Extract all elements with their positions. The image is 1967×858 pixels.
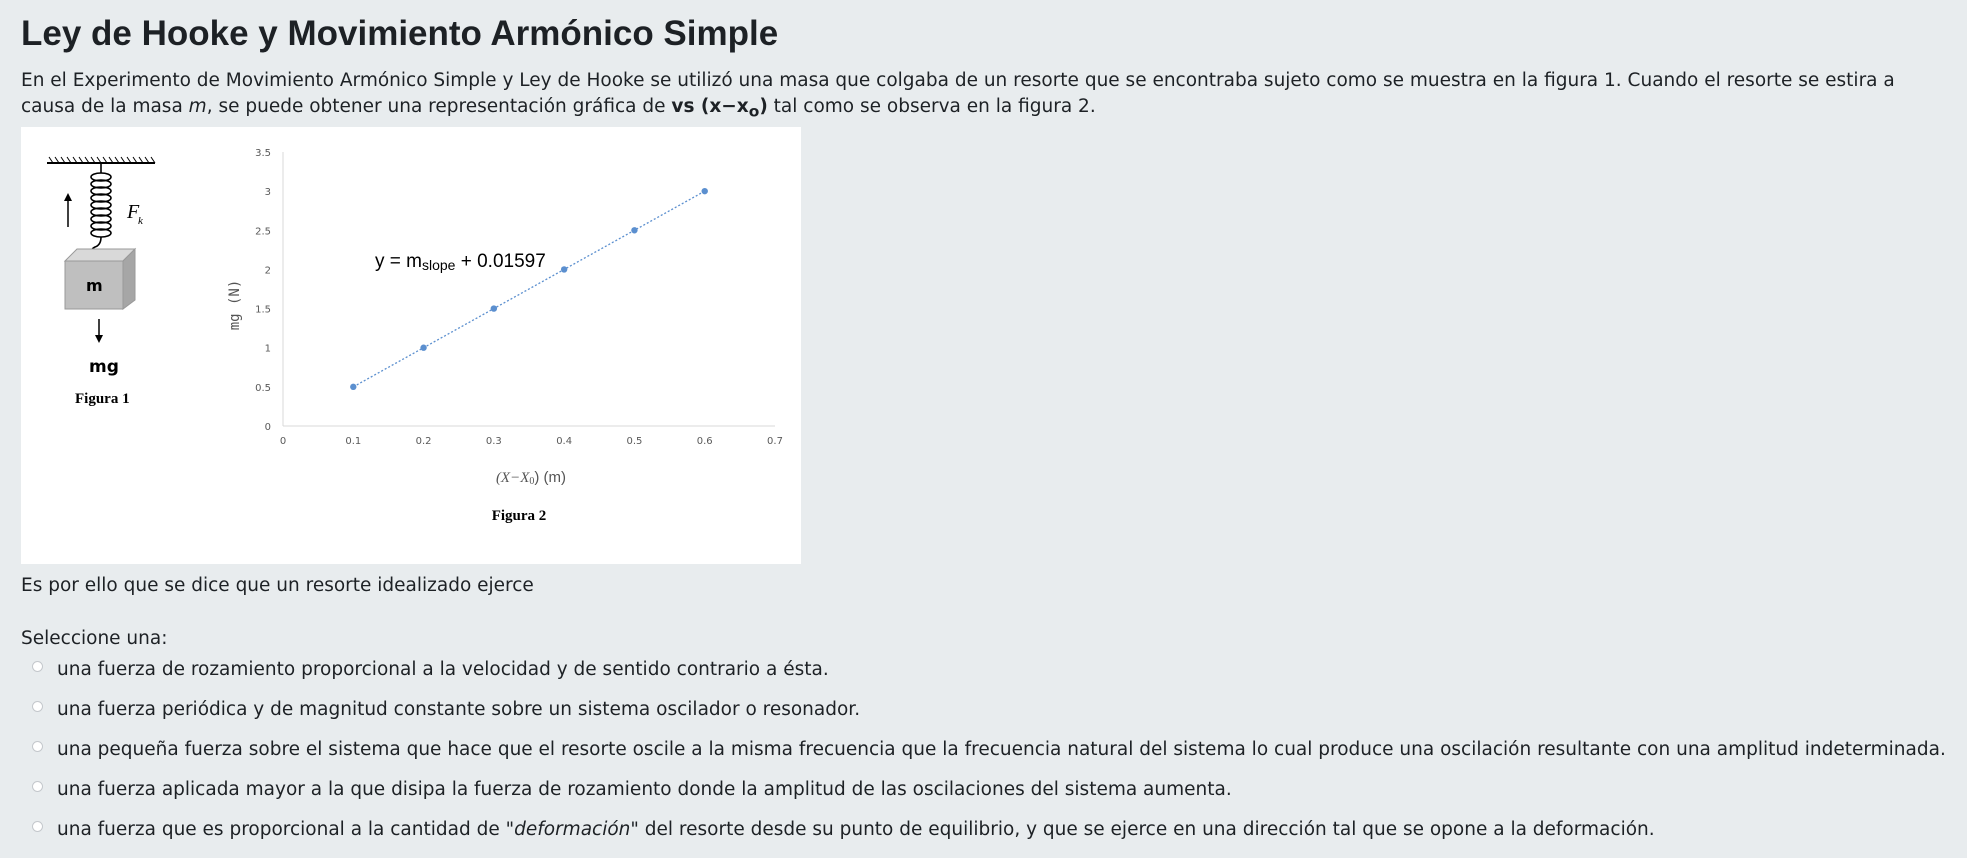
answer-text-b[interactable]: una fuerza periódica y de magnitud constante sobre un sistema oscilador o resonador.: [57, 699, 861, 720]
intro-text-3: tal como se observa en la figura 2.: [767, 96, 1096, 117]
y-tick-label: 2: [264, 265, 271, 277]
y-tick-label: 3.5: [255, 148, 271, 159]
x-tick-label: 0.1: [345, 436, 362, 447]
answer-text-d[interactable]: una fuerza aplicada mayor a la que disipa la fuerza de rozamiento donde la amplitud de las oscilaciones del sistema aumenta.: [57, 779, 1232, 800]
weight-label: mg: [89, 357, 119, 377]
question-intro: [21, 68, 1946, 125]
question-page: [0, 0, 1967, 125]
prompt-text: Es por ello que se dice que un resorte idealizado ejerce: [21, 575, 534, 596]
intro-vs: vs $(x-x_o)$: [671, 96, 768, 121]
data-point: [702, 188, 708, 194]
x-tick-labels: [280, 436, 783, 447]
figure-svg: [21, 127, 801, 564]
data-point: [420, 345, 426, 351]
intro-text-1: En el Experimento de Movimiento Armónico Simple y Ley de Hooke se utilizó una masa que colgaba de un resorte que se encontraba sujeto como se muestra en la figura 1. Cuando el resorte se estira a causa de la masa: [21, 70, 1895, 117]
figure-panel: [21, 127, 801, 564]
radio-button-a[interactable]: [32, 661, 43, 672]
figure2-chart: [227, 148, 783, 524]
radio-button-e[interactable]: [32, 821, 43, 832]
x-tick-label: 0.4: [556, 436, 573, 447]
trend-equation: y = mslope + 0.01597: [375, 251, 546, 273]
x-tick-label: 0: [279, 436, 287, 447]
y-tick-label: 1.5: [255, 304, 271, 316]
intro-sub: o: [748, 102, 760, 121]
intro-text-2: , se puede obtener una representación gráfica de: [206, 96, 672, 117]
intro-close: ): [759, 96, 768, 117]
x-axis-label: (X−X0) (m): [495, 469, 567, 487]
y-tick-label: 1: [264, 343, 271, 355]
data-point: [491, 305, 497, 311]
answer-text-e[interactable]: una fuerza que es proporcional a la cantidad de "deformación" del resorte desde su punto de equilibrio, y que se ejerce en una dirección tal que se opone a la deformación.: [57, 819, 1655, 840]
radio-button-b[interactable]: [32, 701, 43, 712]
answer-text-c[interactable]: una pequeña fuerza sobre el sistema que hace que el resorte oscile a la misma frecuencia que la frecuencia natural del sistema lo cual produce una oscilación resultante con una amplitud indeterminada.: [57, 739, 1946, 760]
radio-button-d[interactable]: [32, 781, 43, 792]
intro-mass: m: [188, 96, 207, 117]
y-tick-label: 2.5: [255, 226, 271, 238]
data-point: [631, 227, 637, 233]
y-tick-labels: [255, 148, 271, 433]
x-tick-label: 0.2: [415, 436, 432, 447]
x-tick-label: 0.6: [696, 436, 713, 447]
select-one-label: Seleccione una:: [21, 628, 168, 649]
x-tick-label: 0.7: [767, 436, 783, 447]
trendline: [353, 191, 704, 387]
data-point: [350, 384, 356, 390]
figure1-spring-mass: [47, 157, 155, 407]
figure1-caption: Figura 1: [75, 391, 130, 407]
y-axis-label: mg (N): [227, 279, 243, 331]
radio-button-c[interactable]: [32, 741, 43, 752]
answer-text-a[interactable]: una fuerza de rozamiento proporcional a la velocidad y de sentido contrario a ésta.: [57, 659, 829, 680]
force-subscript: k: [138, 215, 143, 227]
force-label: F: [127, 201, 140, 223]
weight-arrow-head: [95, 335, 103, 343]
page-title: Ley de Hooke y Movimiento Armónico Simple: [21, 14, 779, 53]
force-arrow-head: [64, 193, 72, 201]
mass-label: m: [86, 276, 103, 295]
figure2-caption: Figura 2: [491, 508, 547, 524]
y-tick-label: 3: [264, 187, 271, 199]
data-point: [561, 266, 567, 272]
y-tick-label: 0.5: [255, 382, 271, 394]
y-tick-label: 0: [264, 422, 271, 433]
x-tick-label: 0.5: [626, 436, 643, 447]
x-tick-label: 0.3: [485, 436, 502, 447]
spring-coil: [91, 163, 111, 255]
